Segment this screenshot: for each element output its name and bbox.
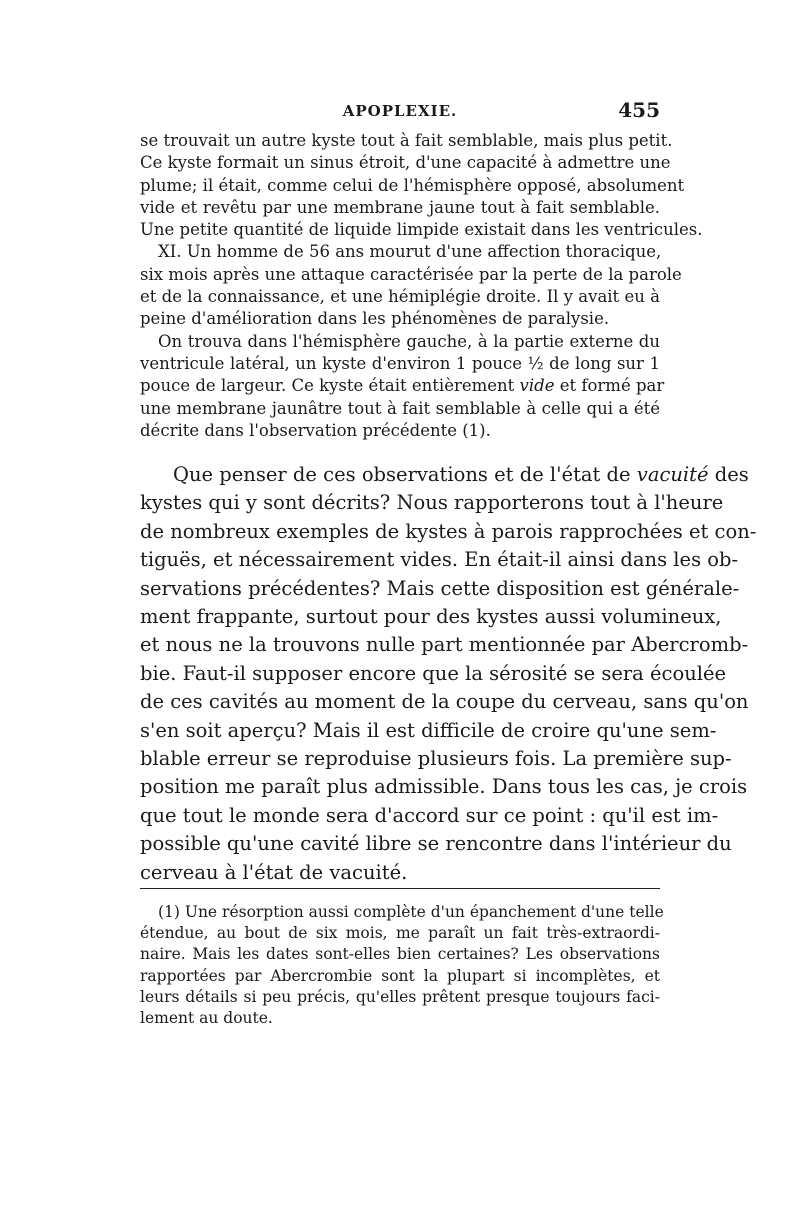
text-segment: et formé par <box>559 376 665 396</box>
text-line: kystes qui y sont décrits? Nous rapporterons tout à l'heure <box>140 491 724 515</box>
text-line: tiguës, et nécessairement vides. En était-il ainsi dans les ob- <box>140 548 739 572</box>
paragraph-small-print <box>140 130 703 442</box>
text-line: s'en soit aperçu? Mais il est difficile de croire qu'une sem- <box>140 718 717 742</box>
text-line: décrite dans l'observation précédente (1). <box>140 420 491 440</box>
text-line: XI. Un homme de 56 ans mourut d'une affection thoracique, <box>158 242 662 262</box>
text-line: naire. Mais les dates sont-elles bien certaines? Les observations <box>140 945 660 964</box>
text-segment: pouce de largeur. Ce kyste était entièrement <box>140 376 515 396</box>
text-line: une membrane jaunâtre tout à fait semblable à celle qui a été <box>140 398 660 418</box>
text-line: cerveau à l'état de vacuité. <box>140 860 408 884</box>
paragraph-main <box>140 461 757 887</box>
footnote-divider <box>140 888 660 889</box>
text-line: lement au doute. <box>140 1009 273 1028</box>
text-line: servations précédentes? Mais cette disposition est générale- <box>140 576 740 600</box>
footnote <box>140 902 664 1029</box>
text-line: vide et revêtu par une membrane jaune tout à fait semblable. <box>140 197 660 217</box>
text-line: plume; il était, comme celui de l'hémisphère opposé, absolument <box>140 175 685 195</box>
text-line: de ces cavités au moment de la coupe du cerveau, sans qu'on <box>140 690 749 714</box>
running-head <box>140 98 660 126</box>
text-segment: Que penser de ces observations et de l'état de <box>173 463 631 486</box>
text-line: leurs détails si peu précis, qu'elles prêtent presque toujours faci- <box>140 987 660 1006</box>
text-line: Ce kyste formait un sinus étroit, d'une capacité à admettre une <box>140 153 671 173</box>
text-line: étendue, au bout de six mois, me paraît un fait très-extraordi- <box>140 924 660 943</box>
text-line: (1) Une résorption aussi complète d'un épanchement d'une telle <box>158 903 664 921</box>
text-line: blable erreur se reproduise plusieurs fois. La première sup- <box>140 747 732 771</box>
text-line: bie. Faut-il supposer encore que la sérosité se sera écoulée <box>140 661 727 685</box>
text-line: peine d'amélioration dans les phénomènes de paralysie. <box>140 309 610 329</box>
text-segment: des <box>714 463 749 486</box>
text-line: et nous ne la trouvons nulle part mentionnée par Abercromb- <box>140 633 749 657</box>
text-line: possible qu'une cavité libre se rencontre dans l'intérieur du <box>140 832 732 856</box>
italic-word: vacuité <box>636 463 709 486</box>
text-line: rapportées par Abercrombie sont la plupart si incomplètes, et <box>140 966 660 985</box>
text-line: de nombreux exemples de kystes à parois rapprochées et con- <box>140 519 757 543</box>
text-line: et de la connaissance, et une hémiplégie droite. Il y avait eu à <box>140 287 660 307</box>
page-number: 455 <box>618 98 660 122</box>
text-line: On trouva dans l'hémisphère gauche, à la partie externe du <box>158 331 660 351</box>
text-line-mixed <box>140 461 749 489</box>
text-line: Une petite quantité de liquide limpide existait dans les ventricules. <box>140 220 703 240</box>
text-line: ventricule latéral, un kyste d'environ 1 pouce ½ de long sur 1 <box>140 353 660 373</box>
text-line: se trouvait un autre kyste tout à fait semblable, mais plus petit. <box>140 131 673 150</box>
text-line-mixed <box>140 375 665 397</box>
text-line: ment frappante, surtout pour des kystes aussi volumineux, <box>140 605 722 629</box>
text-line: six mois après une attaque caractérisée par la perte de la parole <box>140 264 682 284</box>
running-title: APOPLEXIE. <box>342 102 458 120</box>
text-line: que tout le monde sera d'accord sur ce point : qu'il est im- <box>140 803 719 827</box>
text-line: position me paraît plus admissible. Dans tous les cas, je crois <box>140 775 748 799</box>
italic-word: vide <box>519 376 555 396</box>
